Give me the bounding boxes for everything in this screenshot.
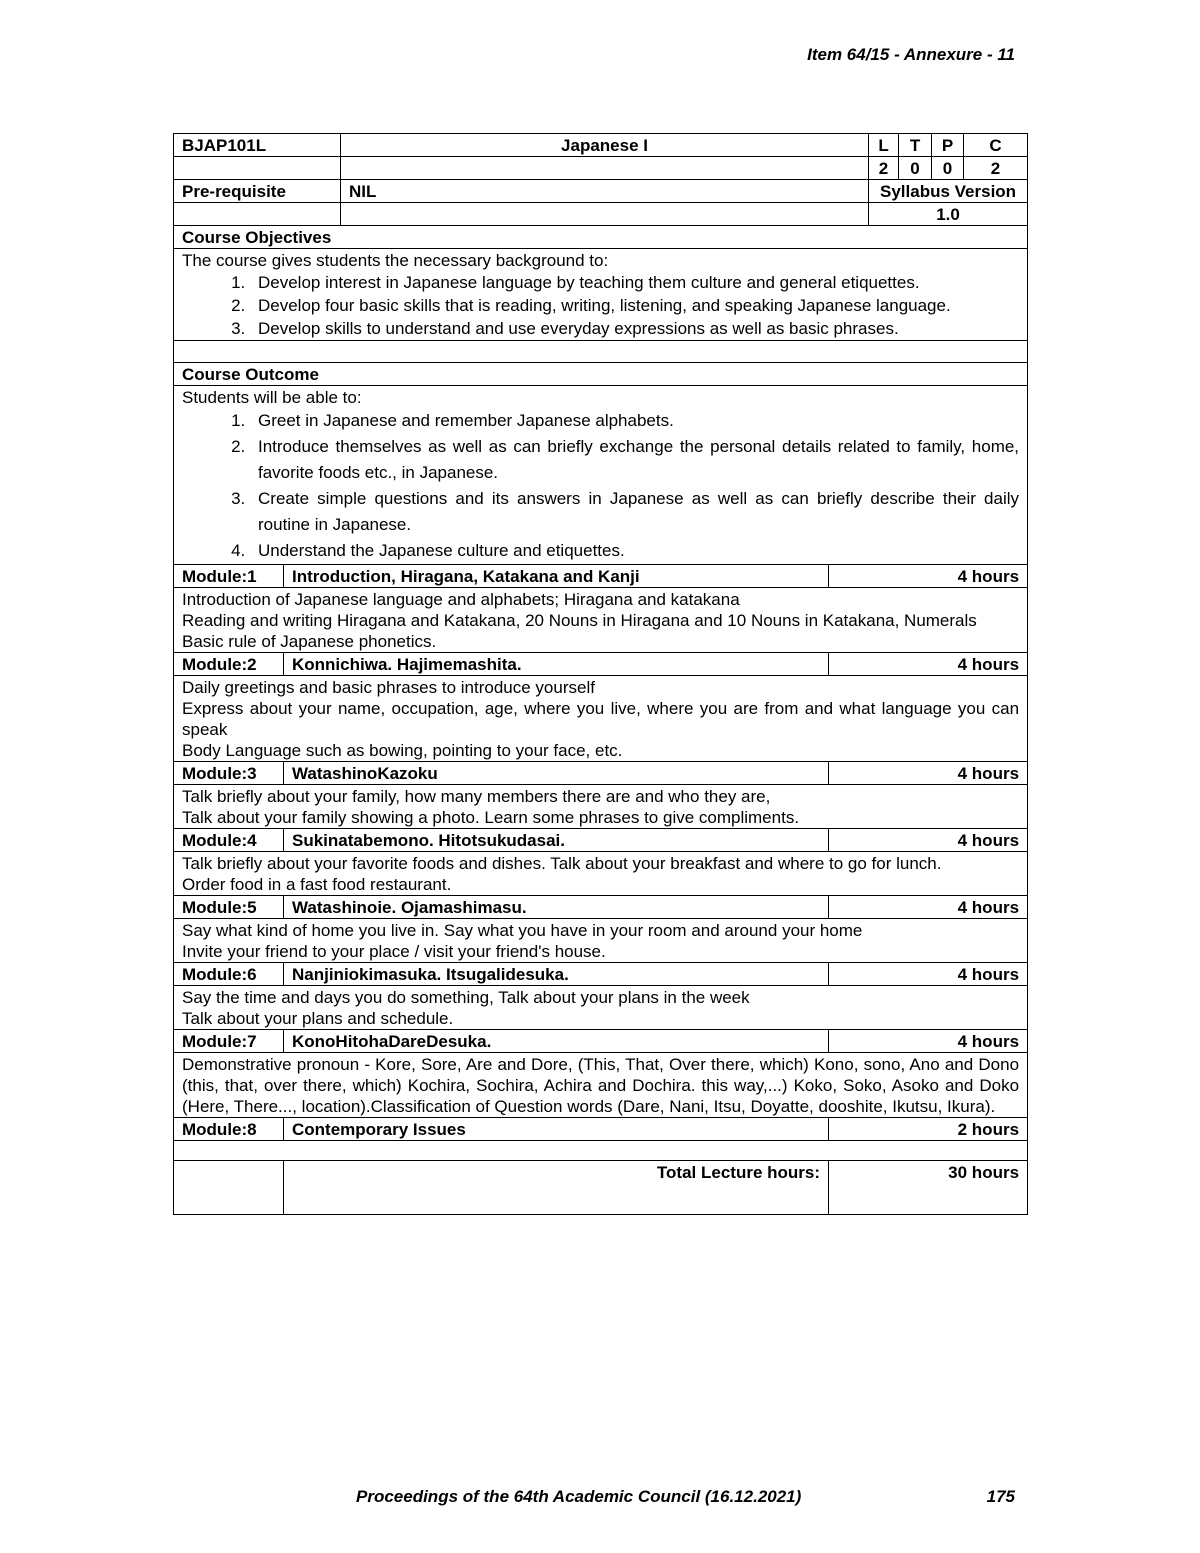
syllabus-version-label: Syllabus Version [869, 180, 1028, 203]
module-title: Konnichiwa. Hajimemashita. [284, 653, 829, 676]
module-content-line: Body Language such as bowing, pointing to your face, etc. [182, 741, 623, 760]
module-hours: 4 hours [829, 963, 1028, 986]
prerequisite-label: Pre-requisite [174, 180, 341, 203]
module-hours: 4 hours [829, 829, 1028, 852]
course-code: BJAP101L [174, 134, 341, 157]
total-value: 30 hours [829, 1161, 1028, 1215]
page-number: 175 [986, 1487, 1015, 1506]
module-hours: 2 hours [829, 1118, 1028, 1141]
module-header-row [174, 1030, 1028, 1053]
module-header-row [174, 762, 1028, 785]
module-content [174, 676, 1028, 762]
module-content [174, 919, 1028, 963]
module-label: Module:8 [174, 1118, 284, 1141]
module-content-line: Talk briefly about your family, how many members there are and who they are, [182, 787, 771, 806]
ltpc-label-p: P [932, 134, 964, 157]
module-content-line: Invite your friend to your place / visit your friend's house. [182, 942, 606, 961]
module-title: Sukinatabemono. Hitotsukudasai. [284, 829, 829, 852]
total-row [174, 1161, 1028, 1215]
objectives-intro: The course gives students the necessary background to: [182, 251, 609, 270]
ltpc-value-t: 0 [899, 157, 932, 180]
outcome-item: 2. Introduce themselves as well as can briefly exchange the personal details related to family, home, favorite foods etc., in Japanese. [250, 434, 1019, 486]
objectives-body [174, 249, 1028, 341]
module-title: Contemporary Issues [284, 1118, 829, 1141]
course-title: Japanese I [341, 134, 869, 157]
module-content-line: Talk about your plans and schedule. [182, 1009, 454, 1028]
module-content-line: Reading and writing Hiragana and Katakana, 20 Nouns in Hiragana and 10 Nouns in Katakana, Numerals [182, 611, 977, 630]
module-title: KonoHitohaDareDesuka. [284, 1030, 829, 1053]
module-hours: 4 hours [829, 1030, 1028, 1053]
module-content-line: Introduction of Japanese language and alphabets; Hiragana and katakana [182, 590, 740, 609]
module-title: Nanjiniokimasuka. Itsugalidesuka. [284, 963, 829, 986]
module-header-row [174, 896, 1028, 919]
module-content-line: Talk about your family showing a photo. Learn some phrases to give compliments. [182, 808, 800, 827]
footer-proceedings: Proceedings of the 64th Academic Council (16.12.2021) [356, 1487, 802, 1506]
outcome-intro: Students will be able to: [182, 388, 362, 407]
prerequisite-row [174, 180, 1028, 203]
module-title: Introduction, Hiragana, Katakana and Kanji [284, 565, 829, 588]
module-content-line: Order food in a fast food restaurant. [182, 875, 452, 894]
module-label: Module:3 [174, 762, 284, 785]
total-label: Total Lecture hours: [284, 1161, 829, 1215]
module-hours: 4 hours [829, 762, 1028, 785]
spacer-row [174, 341, 1028, 363]
module-hours: 4 hours [829, 653, 1028, 676]
module-content [174, 785, 1028, 829]
syllabus-version-row [174, 203, 1028, 226]
prerequisite-value: NIL [341, 180, 869, 203]
syllabus-version-value: 1.0 [869, 203, 1028, 226]
objective-item: 2. Develop four basic skills that is reading, writing, listening, and speaking Japanese language. [250, 294, 1019, 317]
module-header-row [174, 963, 1028, 986]
module-label: Module:6 [174, 963, 284, 986]
module-title: Watashinoie. Ojamashimasu. [284, 896, 829, 919]
module-label: Module:4 [174, 829, 284, 852]
module-content-line: Basic rule of Japanese phonetics. [182, 632, 437, 651]
objective-item: 1. Develop interest in Japanese language by teaching them culture and general etiquettes. [250, 271, 1019, 294]
module-content-line: Say the time and days you do something, Talk about your plans in the week [182, 988, 750, 1007]
module-header-row [174, 1118, 1028, 1141]
module-content [174, 1141, 1028, 1161]
module-hours: 4 hours [829, 896, 1028, 919]
objective-item: 3. Develop skills to understand and use everyday expressions as well as basic phrases. [250, 317, 1019, 340]
module-content-line: Daily greetings and basic phrases to introduce yourself [182, 678, 595, 697]
module-content-line: Talk briefly about your favorite foods and dishes. Talk about your breakfast and where to go for lunch. [182, 854, 942, 873]
module-header-row [174, 829, 1028, 852]
outcome-heading: Course Outcome [174, 363, 1028, 386]
outcome-item: 4. Understand the Japanese culture and etiquettes. [250, 538, 1019, 564]
module-label: Module:7 [174, 1030, 284, 1053]
ltpc-label-t: T [899, 134, 932, 157]
course-header-row [174, 134, 1028, 157]
outcome-item: 3. Create simple questions and its answers in Japanese as well as can briefly describe their daily routine in Japanese. [250, 486, 1019, 538]
outcome-item: 1. Greet in Japanese and remember Japanese alphabets. [250, 408, 1019, 434]
annexure-label: Item 64/15 - Annexure - 11 [807, 45, 1015, 64]
module-header-row [174, 653, 1028, 676]
module-content-line: Say what kind of home you live in. Say what you have in your room and around your home [182, 921, 863, 940]
ltpc-values-row [174, 157, 1028, 180]
module-content [174, 852, 1028, 896]
outcome-body [174, 386, 1028, 565]
ltpc-label-l: L [869, 134, 899, 157]
module-content [174, 986, 1028, 1030]
module-content [174, 588, 1028, 653]
ltpc-label-c: C [964, 134, 1028, 157]
objectives-heading: Course Objectives [174, 226, 1028, 249]
module-content-line: Demonstrative pronoun - Kore, Sore, Are and Dore, (This, That, Over there, which) Kono, sono, Ano and Dono (this, that, over there, which) Kochira, Sochira, Achira and Dochira. this way,...) Koko, Soko, Asoko and Doko (Here, There..., location).Classification of Question words (Dare, Nani, Itsu, Doyatte, dooshite, Ikutsu, Ikura). [182, 1055, 1020, 1116]
module-label: Module:5 [174, 896, 284, 919]
module-header-row [174, 565, 1028, 588]
module-label: Module:2 [174, 653, 284, 676]
ltpc-value-l: 2 [869, 157, 899, 180]
objectives-list [182, 271, 1019, 340]
outcome-list [182, 408, 1019, 564]
module-label: Module:1 [174, 565, 284, 588]
ltpc-value-p: 0 [932, 157, 964, 180]
module-title: WatashinoKazoku [284, 762, 829, 785]
module-content [174, 1053, 1028, 1118]
ltpc-value-c: 2 [964, 157, 1028, 180]
module-content-line: Express about your name, occupation, age, where you live, where you are from and what language you can speak [182, 699, 1020, 739]
syllabus-table [173, 133, 1028, 1215]
module-hours: 4 hours [829, 565, 1028, 588]
